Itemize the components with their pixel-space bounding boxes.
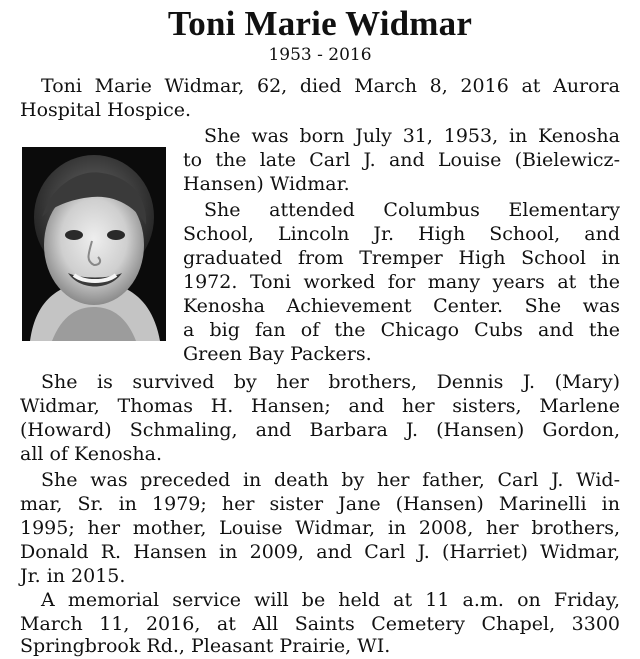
obituary-years: 1953 - 2016 xyxy=(268,45,372,65)
obituary-line: Donald R. Hansen in 2009, and Carl J. (Harriet) Widmar, xyxy=(20,541,620,563)
obituary-line: a big fan of the Chicago Cubs and the xyxy=(183,319,620,341)
obituary-line: graduated from Tremper High School in xyxy=(183,247,620,269)
obituary-line: She is survived by her brothers, Dennis J. (Mary) xyxy=(41,371,620,393)
obituary-line: March 11, 2016, at All Saints Cemetery Chapel, 3300 xyxy=(20,613,620,635)
obituary-line: 1972. Toni worked for many years at the xyxy=(183,271,620,293)
obituary-line: School, Lincoln Jr. High School, and xyxy=(183,223,620,245)
obituary-line: Jr. in 2015. xyxy=(20,565,126,587)
obituary-line: 1995; her mother, Louise Widmar, in 2008, her brothers, xyxy=(20,517,620,539)
obituary-line: Hospital Hospice. xyxy=(20,99,191,121)
portrait-photo-image xyxy=(22,147,166,341)
obituary-line: Springbrook Rd., Pleasant Prairie, WI. xyxy=(20,635,391,657)
obituary-line: Kenosha Achievement Center. She was xyxy=(183,295,620,317)
obituary-title: Toni Marie Widmar xyxy=(167,4,473,43)
obituary-line: to the late Carl J. and Louise (Bielewicz- xyxy=(183,149,620,171)
obituary-line: all of Kenosha. xyxy=(20,443,162,465)
obituary-line: A memorial service will be held at 11 a.m. on Friday, xyxy=(41,589,620,611)
obituary-line: She attended Columbus Elementary xyxy=(204,199,620,221)
portrait-photo xyxy=(22,147,166,341)
obituary-line: Green Bay Packers. xyxy=(183,343,372,365)
obituary-line: She was preceded in death by her father, Carl J. Wid- xyxy=(41,469,620,491)
obituary-line: Widmar, Thomas H. Hansen; and her sisters, Marlene xyxy=(20,395,620,417)
obituary-line: Toni Marie Widmar, 62, died March 8, 2016 at Aurora xyxy=(41,75,620,97)
obituary-line: Hansen) Widmar. xyxy=(183,173,350,195)
obituary-line: She was born July 31, 1953, in Kenosha xyxy=(204,125,620,147)
obituary-line: (Howard) Schmaling, and Barbara J. (Hansen) Gordon, xyxy=(20,419,620,441)
obituary-line: mar, Sr. in 1979; her sister Jane (Hansen) Marinelli in xyxy=(20,493,620,515)
